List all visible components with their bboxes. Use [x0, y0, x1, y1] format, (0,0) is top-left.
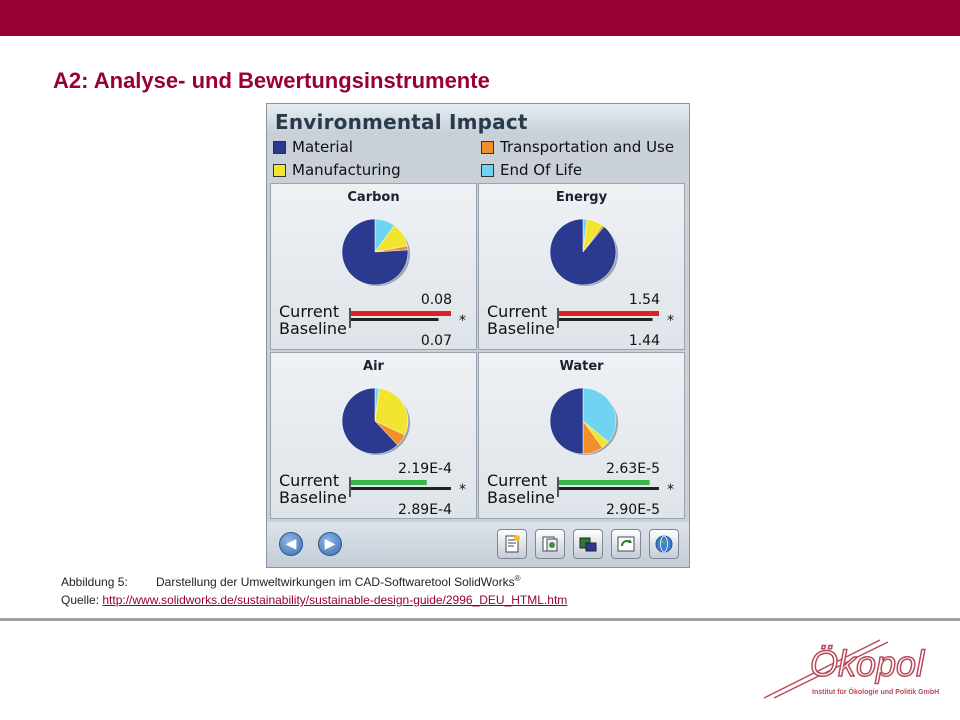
baseline-label: Baseline	[279, 319, 347, 338]
legend-swatch-transportation	[481, 141, 494, 154]
current-label: Current	[487, 302, 548, 321]
caption-text: Darstellung der Umweltwirkungen im CAD-Softwaretool SolidWorks	[156, 575, 515, 589]
baseline-bar	[351, 318, 439, 321]
divider	[0, 618, 960, 621]
baseline-value: 1.44	[628, 333, 660, 349]
slide-title: A2: Analyse- und Bewertungsinstrumente	[53, 68, 490, 93]
top-banner	[0, 0, 960, 36]
chart-energy	[478, 183, 685, 350]
legend-swatch-material	[273, 141, 286, 154]
current-bar	[351, 480, 427, 485]
comparison-bars	[349, 477, 459, 497]
legend-label: Transportation and Use	[500, 138, 675, 156]
baseline-value: 2.89E-4	[398, 502, 452, 518]
legend-swatch-manufacturing	[273, 164, 286, 177]
legend-label: Manufacturing	[292, 161, 401, 179]
chart-air	[270, 352, 477, 519]
baseline-label: Baseline	[487, 488, 555, 507]
comparison-bars	[557, 477, 667, 497]
baseline-value: 2.90E-5	[606, 502, 660, 518]
chart-title: Water	[559, 359, 604, 374]
legend-manufacturing	[273, 161, 401, 179]
baseline-value: 0.07	[420, 333, 452, 349]
import-icon[interactable]	[535, 529, 565, 559]
logo-subtitle: Institut für Ökologie und Politik GmbH	[812, 689, 940, 696]
pie-chart	[547, 214, 619, 286]
current-value: 1.54	[628, 292, 660, 308]
source-line	[61, 593, 567, 607]
current-value: 2.19E-4	[398, 461, 452, 477]
comparison-bars	[557, 308, 667, 328]
baseline-label: Baseline	[487, 319, 555, 338]
arrow-right-icon[interactable]: ▶	[318, 532, 342, 556]
pie-chart	[339, 214, 411, 286]
arrow-left-icon[interactable]: ◀	[279, 532, 303, 556]
pie-slice-material	[550, 388, 583, 454]
chart-title: Energy	[555, 190, 608, 205]
current-value: 0.08	[420, 292, 452, 308]
logo-wordmark: Ökopol	[810, 643, 925, 684]
legend-swatch-end-of-life	[481, 164, 494, 177]
baseline-bar	[559, 318, 653, 321]
environmental-impact-panel	[266, 103, 690, 568]
legend-material	[273, 138, 353, 156]
legend-end-of-life	[481, 161, 582, 179]
chart-water	[478, 352, 685, 519]
caption-sup: ®	[514, 574, 521, 583]
comparison-bars	[349, 308, 459, 328]
refresh-icon[interactable]	[611, 529, 641, 559]
panel-header	[267, 104, 689, 134]
current-bar	[559, 480, 650, 485]
baseline-star: *	[459, 482, 466, 498]
material-icon[interactable]	[573, 529, 603, 559]
current-bar	[559, 311, 659, 316]
source-link[interactable]: http://www.solidworks.de/sustainability/sustainable-design-guide/2996_DEU_HTML.htm	[102, 593, 568, 607]
baseline-star: *	[459, 313, 466, 329]
legend-label: Material	[292, 138, 353, 156]
chart-title: Air	[363, 359, 384, 374]
bottom-toolbar	[267, 522, 689, 567]
current-label: Current	[279, 471, 340, 490]
source-label: Quelle:	[61, 593, 100, 607]
panel-title: Environmental Impact	[275, 110, 528, 134]
globe-icon[interactable]	[649, 529, 679, 559]
baseline-star: *	[667, 482, 674, 498]
current-value: 2.63E-5	[606, 461, 660, 477]
legend-transportation	[481, 138, 674, 156]
chart-title: Carbon	[347, 190, 400, 205]
okopol-logo	[760, 636, 940, 702]
caption-label: Abbildung 5:	[61, 575, 128, 589]
current-label: Current	[279, 302, 340, 321]
baseline-label: Baseline	[279, 488, 347, 507]
baseline-bar	[351, 487, 451, 490]
baseline-bar	[559, 487, 659, 490]
legend-label: End Of Life	[500, 161, 583, 179]
pie-chart	[339, 383, 411, 455]
baseline-star: *	[667, 313, 674, 329]
pie-slice-material	[550, 219, 616, 285]
chart-carbon	[270, 183, 477, 350]
report-icon[interactable]	[497, 529, 527, 559]
pie-chart	[547, 383, 619, 455]
current-label: Current	[487, 471, 548, 490]
figure-caption	[61, 574, 520, 589]
current-bar	[351, 311, 451, 316]
